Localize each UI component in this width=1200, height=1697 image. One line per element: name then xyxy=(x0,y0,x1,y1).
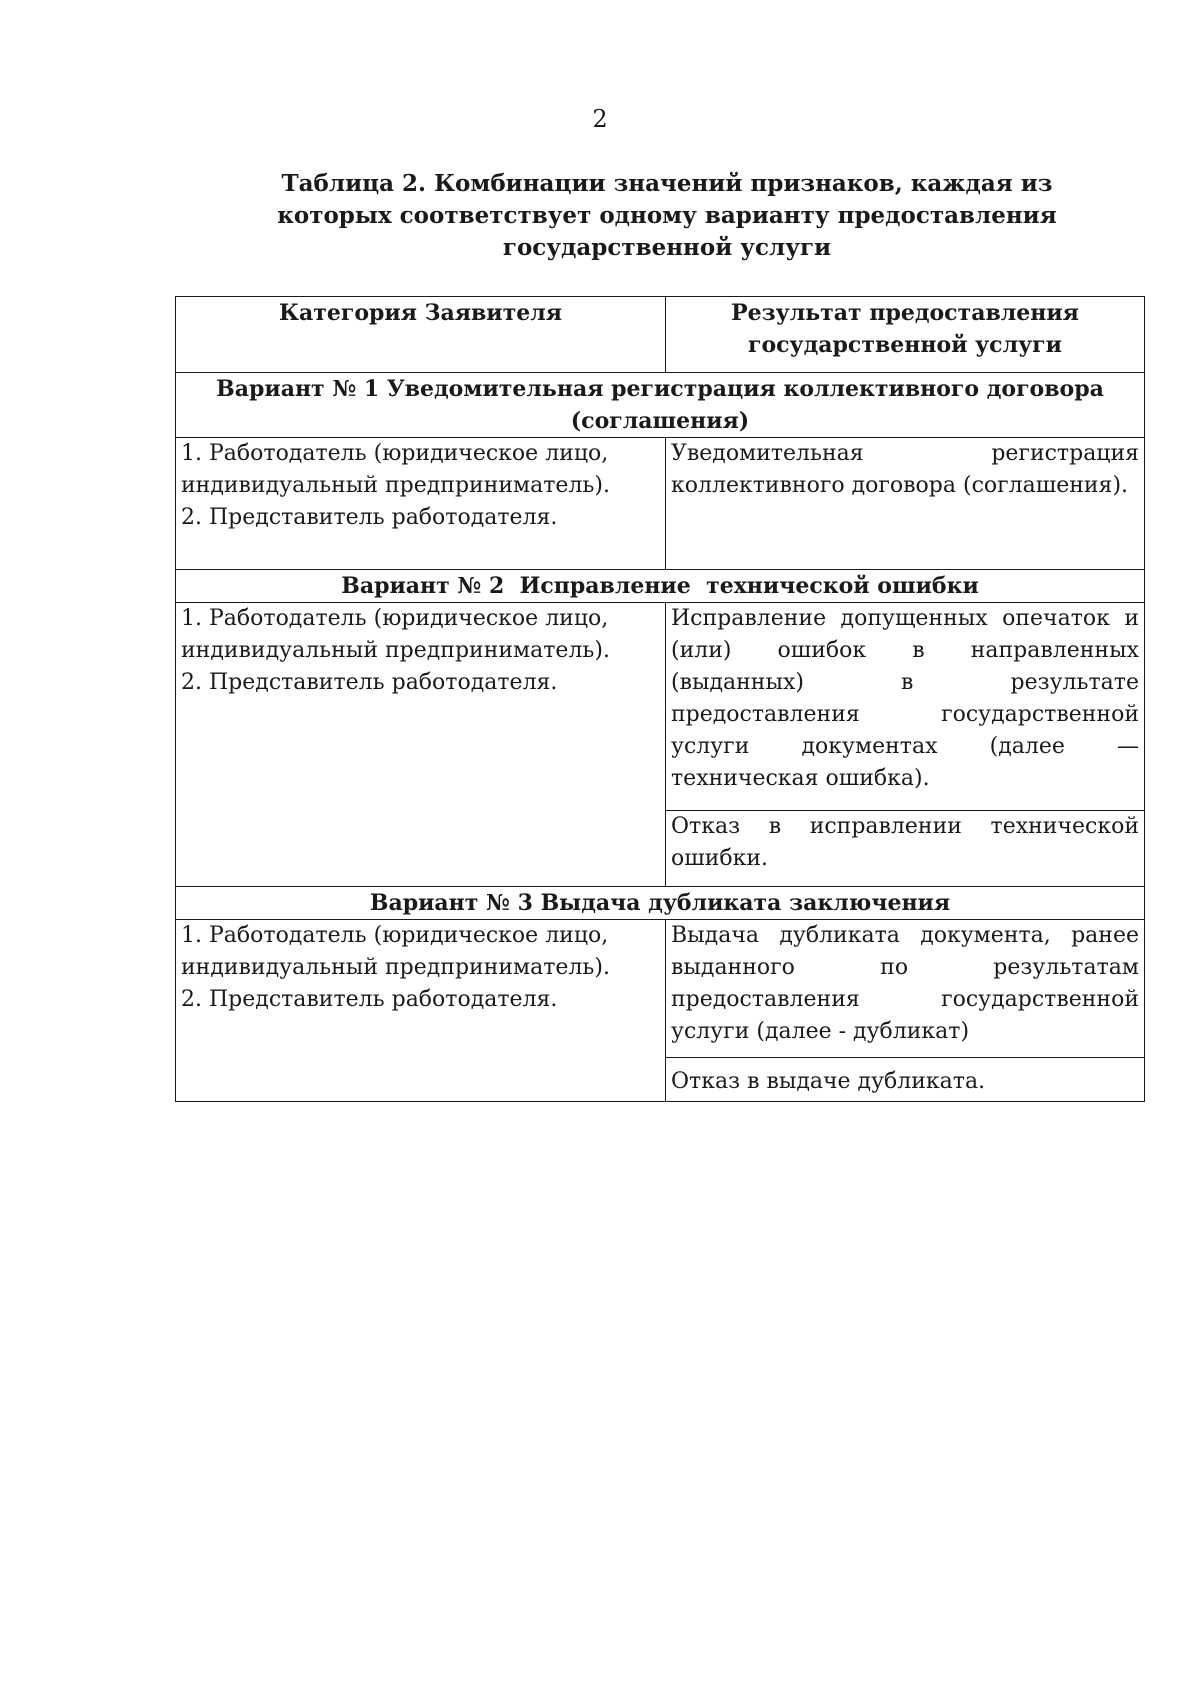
table-header-row xyxy=(176,297,1145,373)
variant-1-row xyxy=(176,438,1145,570)
variant-2-row xyxy=(176,603,1145,811)
variant-1-category xyxy=(176,438,666,570)
variants-table xyxy=(175,296,1145,1102)
variant-3-category xyxy=(176,920,666,1102)
column-header-result: Результат предоставления государственной услуги xyxy=(666,297,1145,373)
variant-2-heading: Вариант № 2 Исправление технической ошибки xyxy=(176,570,1145,603)
variant-heading-row xyxy=(176,570,1145,603)
variant-heading-row xyxy=(176,887,1145,920)
variant-3-row xyxy=(176,920,1145,1058)
variant-3-result-duplicate: Выдача дубликата документа, ранее выданного по результатам предоставления государственной услуги (далее - дубликат) xyxy=(666,920,1145,1058)
variant-3-result-refusal: Отказ в выдаче дубликата. xyxy=(666,1058,1145,1102)
variant-2-result-correction: Исправление допущенных опечаток и (или) ошибок в направленных (выданных) в результате предоставления государственной услуги документах (далее — техническая ошибка). xyxy=(666,603,1145,811)
category-line: индивидуальный предприниматель). xyxy=(181,473,610,498)
variant-2-category xyxy=(176,603,666,887)
category-line: индивидуальный предприниматель). xyxy=(181,638,610,663)
variant-1-result: Уведомительная регистрация коллективного договора (соглашения). xyxy=(666,438,1145,570)
variant-heading-row xyxy=(176,373,1145,438)
category-line: 2. Представитель работодателя. xyxy=(181,670,558,695)
category-line: 1. Работодатель (юридическое лицо, xyxy=(181,923,609,948)
page-number: 2 xyxy=(592,105,608,133)
variant-2-result-refusal: Отказ в исправлении технической ошибки. xyxy=(666,811,1145,887)
category-line: 2. Представитель работодателя. xyxy=(181,987,558,1012)
category-line: 2. Представитель работодателя. xyxy=(181,505,558,530)
category-line: 1. Работодатель (юридическое лицо, xyxy=(181,606,609,631)
category-line: 1. Работодатель (юридическое лицо, xyxy=(181,441,609,466)
category-line: индивидуальный предприниматель). xyxy=(181,955,610,980)
variant-1-heading: Вариант № 1 Уведомительная регистрация коллективного договора (соглашения) xyxy=(176,373,1145,438)
column-header-category: Категория Заявителя xyxy=(176,297,666,373)
table-title: Таблица 2. Комбинации значений признаков, каждая из которых соответствует одному варианту предоставления государственной услуги xyxy=(277,170,1057,261)
variant-3-heading: Вариант № 3 Выдача дубликата заключения xyxy=(176,887,1145,920)
